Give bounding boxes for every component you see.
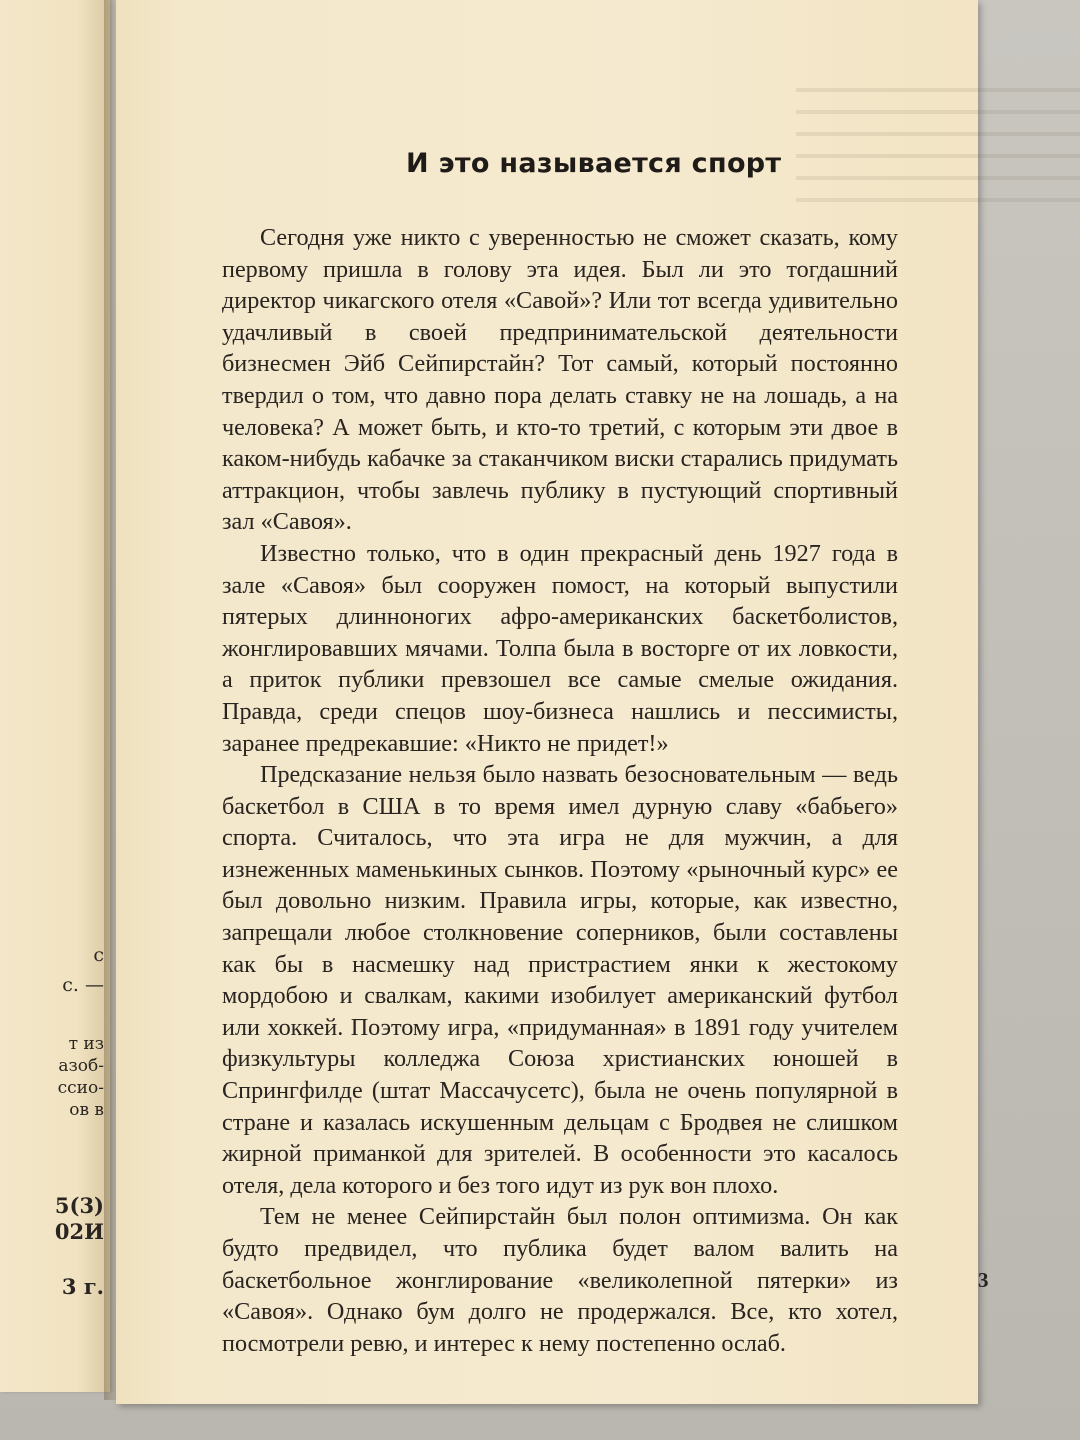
left-page-fragment: т из [68,1034,104,1054]
left-page-fragment: азоб- [58,1056,104,1076]
paragraph: Тем не менее Сейпирстайн был полон оптимизма. Он как будто предвидел, что публика будет валом валить на баскетбольное жонглирование «великолепной пятерки» из «Савоя». Однако бум долго не продержался. Все, кто хотел, посмотрели ревю, и интерес к нему постепенно ослаб. [222,1203,898,1357]
page-number: 3 [978,1268,989,1292]
paragraph: Предсказание нельзя было назвать безосновательным — ведь баскетбол в США в то время имел дурную славу «бабьего» спорта. Считалось, что эта игра не для мужчин, а для изнеженных маменькиных сынков. Поэтому «рыночный курс» ее был довольно низким. Правила игры, которые, как известно, запрещали любое столкновение соперников, были составлены как бы в насмешку над пристрастием янки к жестокому мордобою и свалкам, какими изобилует американский футбол или хоккей. Поэтому игра, «придуманная» в 1891 году учителем физкультуры колледжа Союза христианских юношей в Спрингфилде (штат Массачусетс), была не очень популярной в стране и казалась искушенным дельцам с Бродвея не слишком жирной приманкой для зрителей. В особенности это касалось отеля, дела которого и без того идут из рук вон плохо. [222,761,898,1199]
left-page [0,0,110,1392]
right-page [116,0,989,1404]
left-page-fragment: 5(3) [54,1193,104,1218]
bleed-through-text [796,70,1080,210]
left-page-fragment: с [93,944,104,966]
paragraph: Сегодня уже никто с уверенностью не сможет сказать, кому первому пришла в голову эта идея. Был ли это тогдашний директор чикагского отеля «Савой»? Или тот всегда удивительно удачливый в своей предпринимательской деятельности бизнесмен Эйб Сейпирстайн? Тот самый, который постоянно твердил о том, что давно пора делать ставку не на лошадь, а на человека? А может быть, и кто-то третий, с которым эти двое в каком-нибудь кабачке за стаканчиком виски старались придумать аттракцион, чтобы завлечь публику в пустующий спортивный зал «Савоя». [222,224,898,536]
left-page-fragment: ов в [69,1100,104,1120]
left-page-fragment: 02И [54,1219,104,1244]
left-page-fragment: 3 г. [61,1274,104,1299]
left-page-fragment: с. — [62,974,104,996]
article-body [222,222,898,1359]
left-page-fragment: ссио- [57,1078,104,1098]
paragraph: Известно только, что в один прекрасный день 1927 года в зале «Савоя» был сооружен помост, на который выпустили пятерых длинноногих афро-американских баскетболистов, жонглировавших мячами. Толпа была в восторге от их ловкости, а приток публики превзошел все самые смелые ожидания. Правда, среди спецов шоу-бизнеса нашлись и пессимисты, заранее предрекавшие: «Никто не придет!» [222,539,898,757]
article-title: И это называется спорт [406,148,782,179]
